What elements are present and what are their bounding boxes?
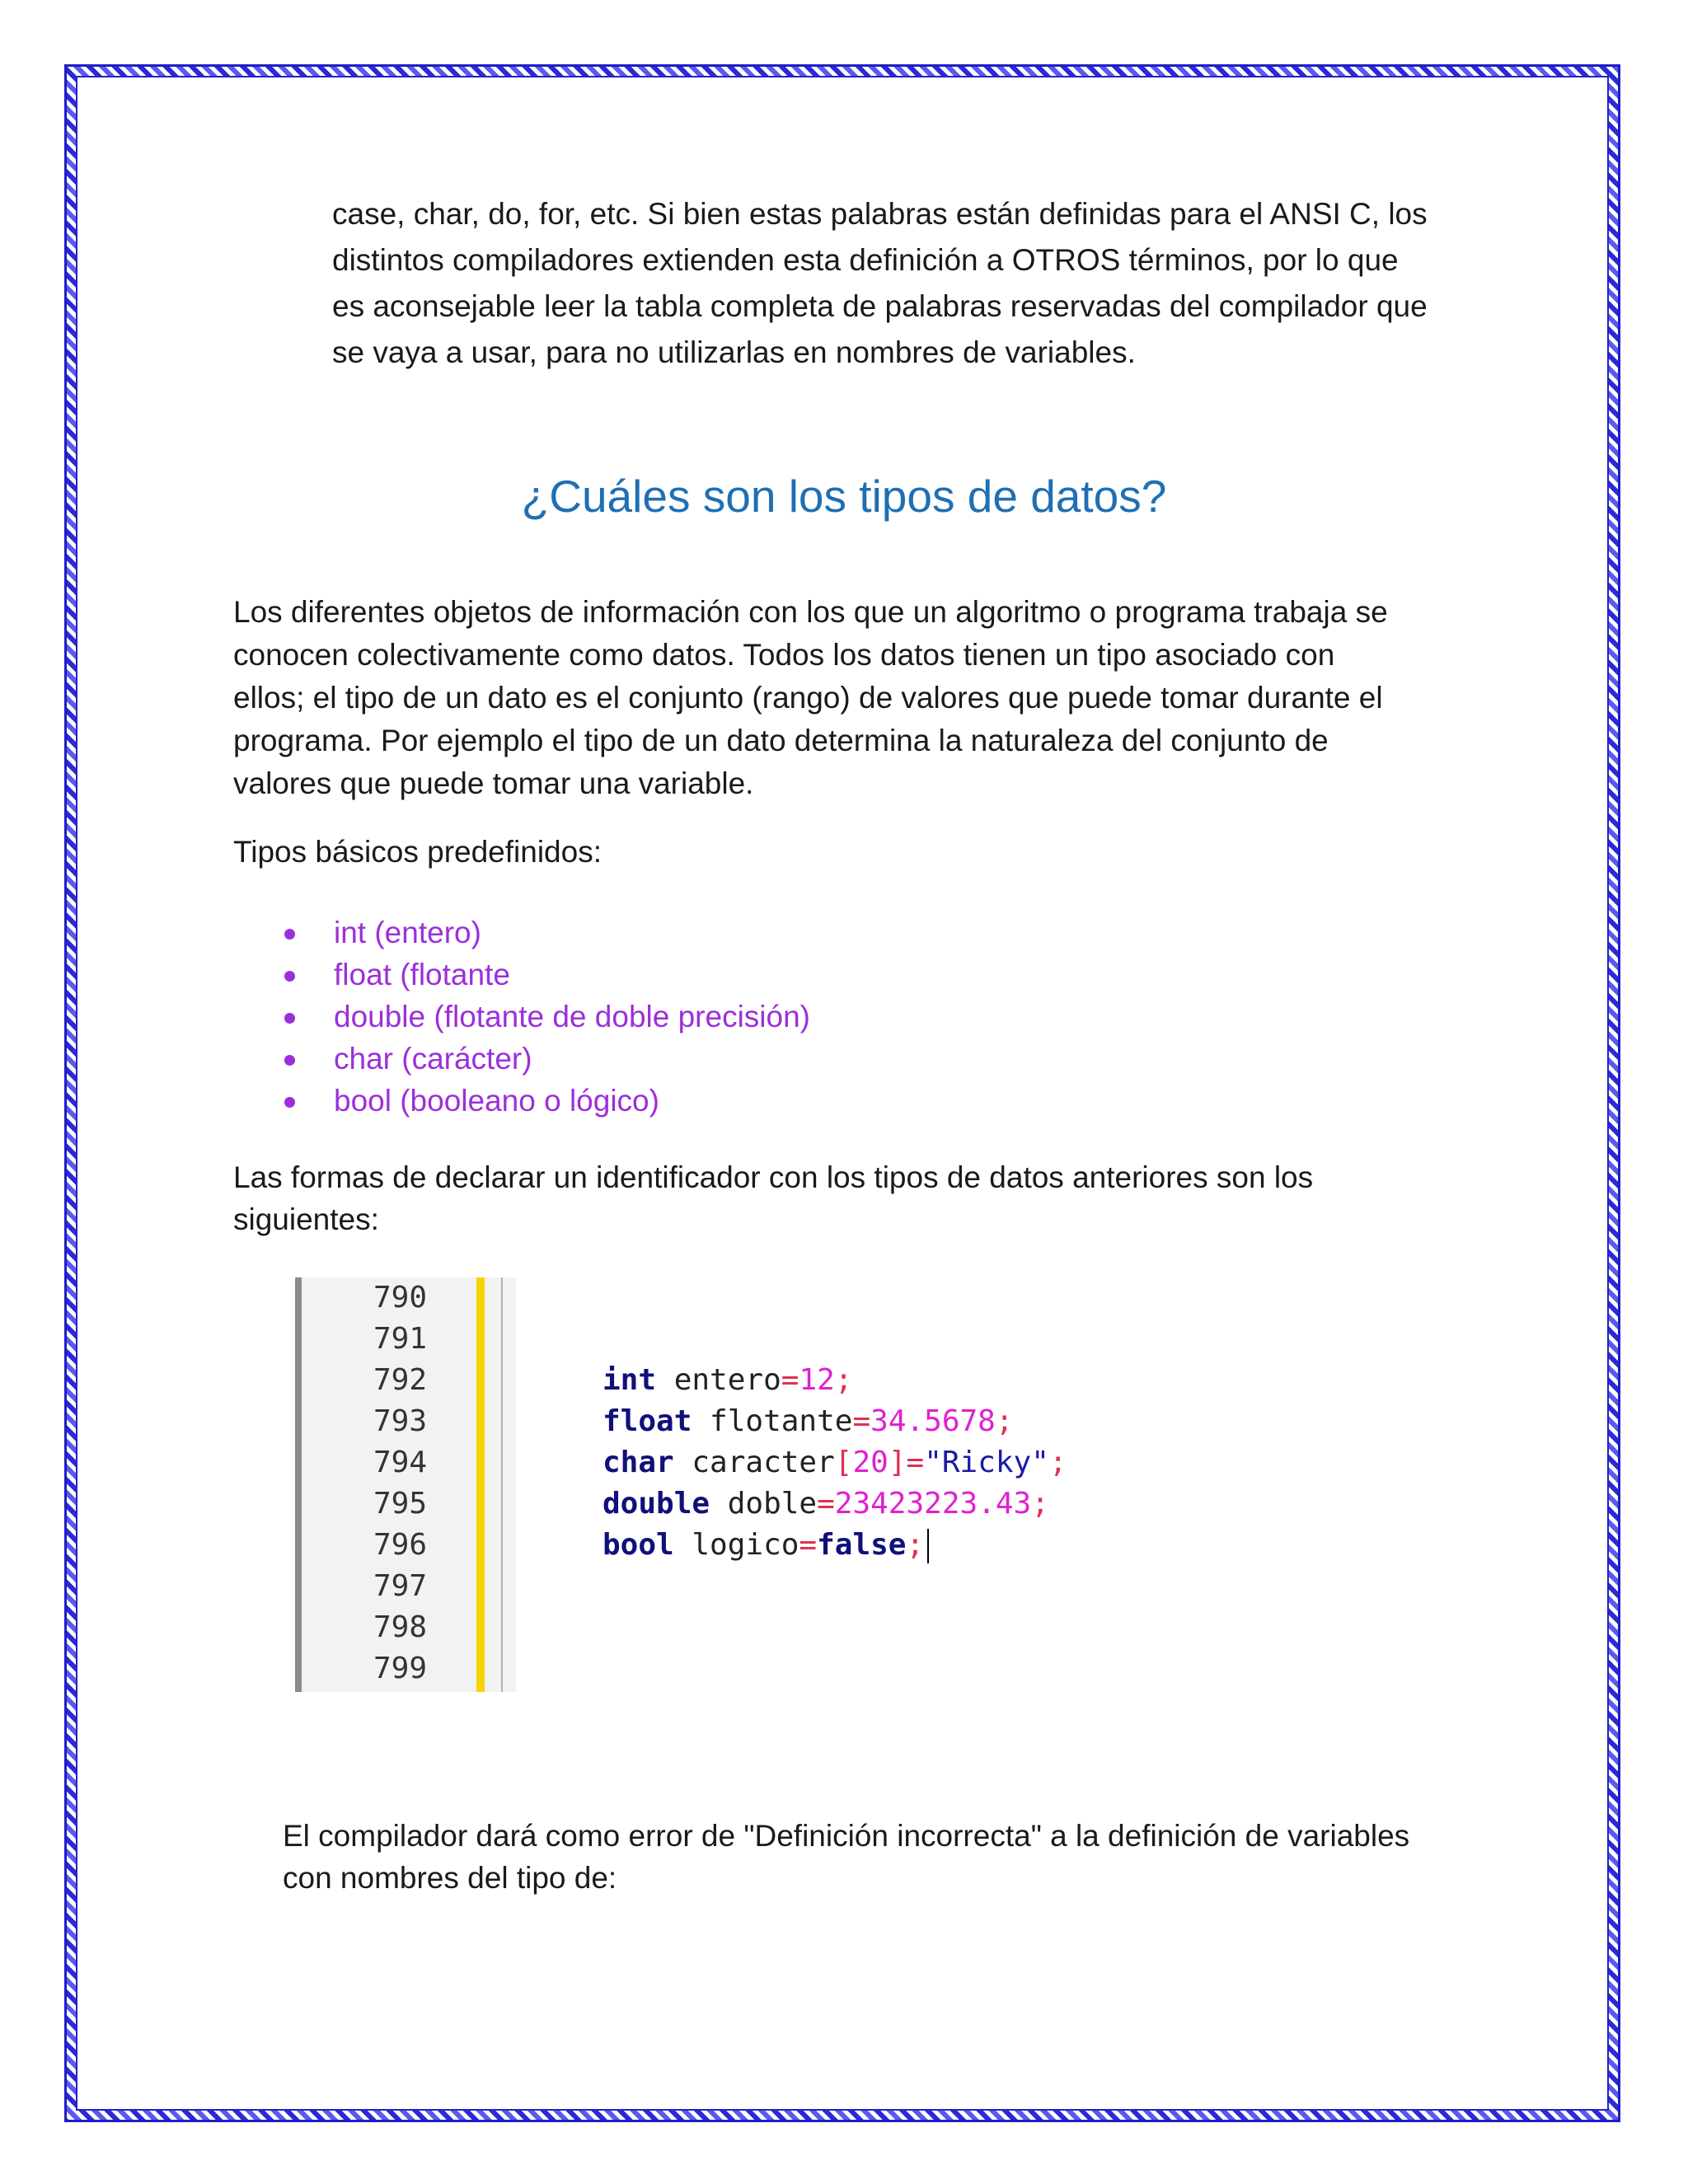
body-paragraph (233, 591, 1453, 805)
footer-paragraph (283, 1815, 1486, 1899)
line-number: 798 (373, 1610, 428, 1644)
bullet-icon (284, 1055, 295, 1066)
list-item-label: int (entero) (334, 916, 481, 949)
code-keyword: bool (603, 1528, 674, 1562)
footer-line: El compilador dará como error de "Definición incorrecta" a la definición de variables (283, 1819, 1410, 1853)
declare-line: siguientes: (233, 1202, 379, 1236)
code-identifier: entero (656, 1363, 781, 1397)
text-cursor (927, 1529, 929, 1563)
bullet-icon (284, 1097, 295, 1108)
bullet-icon (284, 1013, 295, 1024)
body-line: ellos; el tipo de un dato es el conjunto (rango) de valores que puede tomar durante el (233, 681, 1383, 715)
intro-line: case, char, do, for, etc. Si bien estas palabras están definidas para el ANSI C, los (332, 197, 1428, 231)
code-keyword: double (603, 1487, 710, 1521)
body-line: valores que puede tomar una variable. (233, 766, 754, 800)
list-item (284, 1080, 810, 1122)
gutter-separator (501, 1277, 503, 1692)
bullet-icon (284, 929, 295, 940)
types-intro: Tipos básicos predefinidos: (233, 835, 602, 869)
code-screenshot (295, 1277, 1119, 1692)
code-line (603, 1487, 1049, 1521)
list-item-label: char (carácter) (334, 1042, 532, 1076)
code-identifier: logico (673, 1528, 799, 1562)
code-identifier: caracter (673, 1446, 835, 1479)
footer-line: con nombres del tipo de: (283, 1861, 617, 1895)
code-operator: ; (1031, 1487, 1049, 1521)
types-list (284, 912, 810, 1122)
code-number: 23423223.43 (834, 1487, 1032, 1521)
code-operator: [ (834, 1446, 853, 1479)
code-identifier: flotante (692, 1404, 853, 1438)
body-line: Los diferentes objetos de información con los que un algoritmo o programa trabaja se (233, 595, 1388, 629)
bullet-icon (284, 971, 295, 982)
code-operator: ; (834, 1363, 853, 1397)
code-identifier: doble (710, 1487, 818, 1521)
code-operator: = (799, 1528, 818, 1562)
code-operator: ; (1048, 1446, 1067, 1479)
list-item (284, 1038, 810, 1080)
line-number: 791 (373, 1322, 428, 1356)
code-operator: = (781, 1363, 799, 1397)
list-item-label: bool (booleano o lógico) (334, 1084, 659, 1118)
code-keyword: char (603, 1446, 674, 1479)
code-number: 12 (799, 1363, 835, 1397)
declare-paragraph (233, 1156, 1453, 1240)
declare-line: Las formas de declarar un identificador con los tipos de datos anteriores son los (233, 1160, 1314, 1194)
code-operator: = (852, 1404, 871, 1438)
code-keyword: float (603, 1404, 692, 1438)
code-keyword: false (817, 1528, 907, 1562)
line-number: 797 (373, 1569, 428, 1603)
section-heading: ¿Cuáles son los tipos de datos? (521, 471, 1167, 522)
code-operator: ; (995, 1404, 1014, 1438)
code-line (603, 1404, 1014, 1438)
code-line (603, 1528, 929, 1563)
code-number: 20 (852, 1446, 889, 1479)
line-number: 799 (373, 1652, 428, 1685)
intro-line: es aconsejable leer la tabla completa de palabras reservadas del compilador que (332, 289, 1428, 323)
list-item-label: double (flotante de doble precisión) (334, 1000, 810, 1033)
line-number: 795 (373, 1487, 428, 1521)
code-line (603, 1363, 852, 1397)
body-line: conocen colectivamente como datos. Todos los datos tienen un tipo asociado con (233, 638, 1335, 672)
intro-paragraph (332, 191, 1470, 376)
list-item-label: float (flotante (334, 958, 510, 991)
list-item (284, 996, 810, 1038)
line-number: 792 (373, 1363, 428, 1397)
code-operator: ; (906, 1528, 925, 1562)
body-line: programa. Por ejemplo el tipo de un dato determina la naturaleza del conjunto de (233, 724, 1329, 757)
code-number: 34.5678 (870, 1404, 996, 1438)
code-operator: ]= (888, 1446, 925, 1479)
code-line (603, 1446, 1067, 1479)
line-number: 796 (373, 1528, 428, 1562)
line-number: 794 (373, 1446, 428, 1479)
line-number: 793 (373, 1404, 428, 1438)
change-marker-bar (476, 1277, 485, 1692)
line-number: 790 (373, 1281, 428, 1315)
code-operator: = (817, 1487, 835, 1521)
intro-line: distintos compiladores extienden esta definición a OTROS términos, por lo que (332, 243, 1399, 277)
list-item (284, 954, 810, 996)
intro-line: se vaya a usar, para no utilizarlas en nombres de variables. (332, 335, 1136, 369)
code-string: "Ricky" (924, 1446, 1049, 1479)
list-item (284, 912, 810, 954)
code-keyword: int (603, 1363, 657, 1397)
